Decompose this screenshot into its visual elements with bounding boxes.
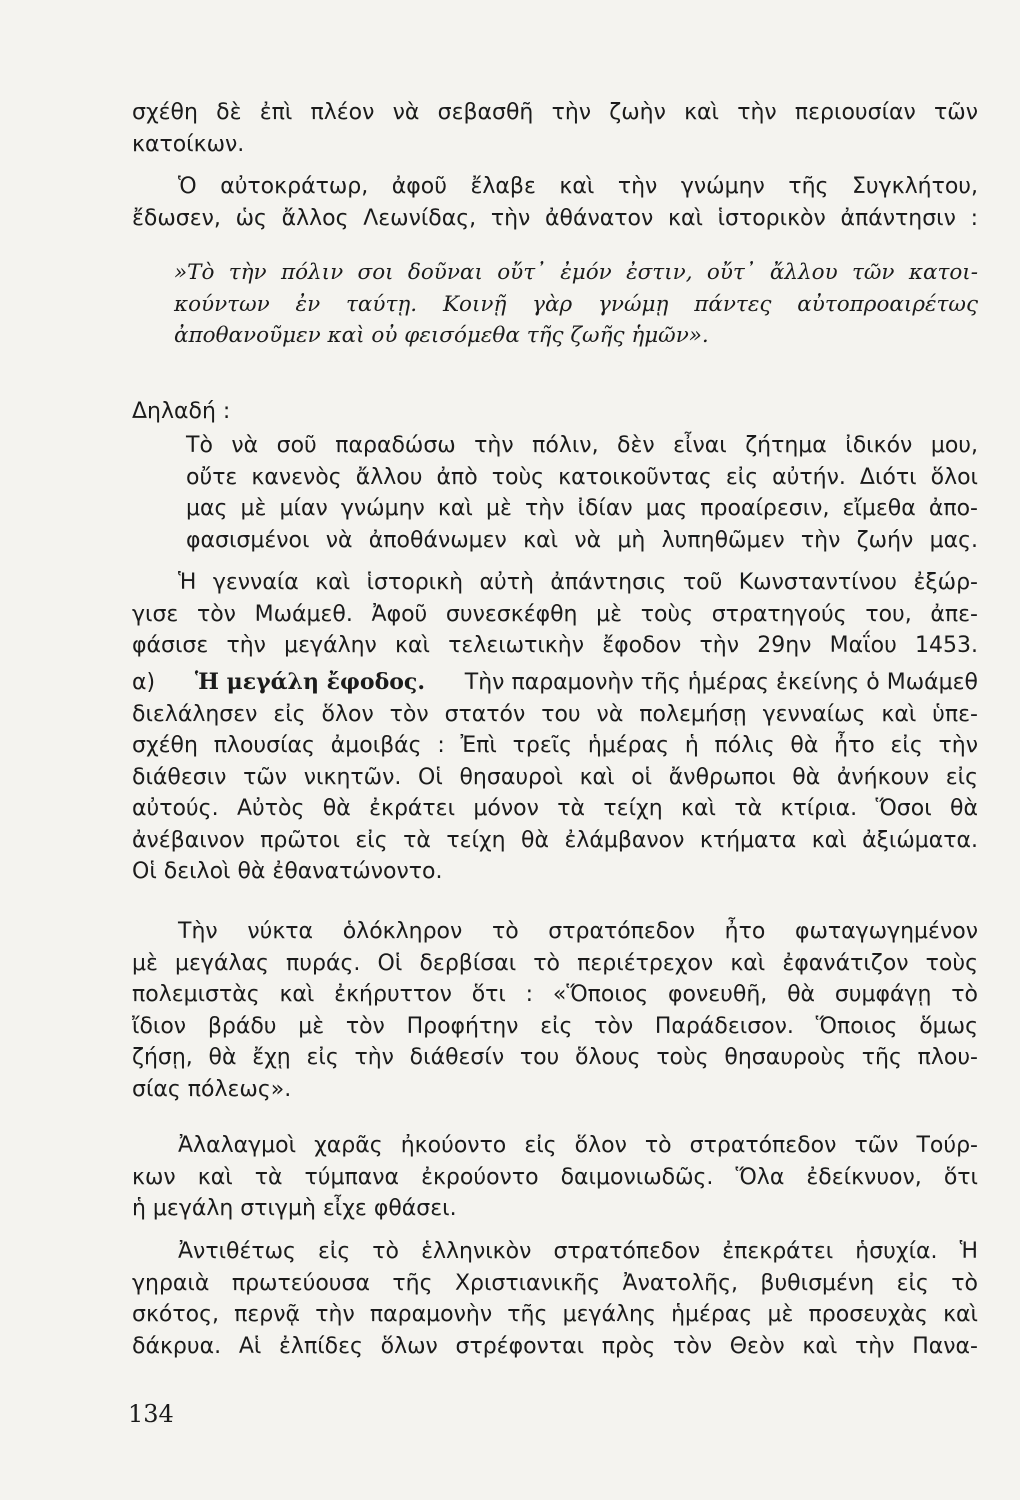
translation-label: Δηλαδή : [132,399,231,424]
translation-block [132,396,978,428]
text-line: σχέθη δὲ ἐπὶ πλέον νὰ σεβασθῆ τὴν ζωὴν καὶ τὴν περιουσίαν τῶν [132,100,978,125]
translation-text [186,430,978,556]
section-great-assault [132,667,978,888]
text-line: Ὁ αὐτοκράτωρ, ἀφοῦ ἔλαβε καὶ τὴν γνώμην τῆς Συγκλήτου, [178,174,978,199]
quote-line: ἀποθανοῦμεν καὶ οὐ φεισόμεθα τῆς ζωῆς ἡμῶν». [174,323,709,348]
text-line: κατοίκων. [132,131,245,157]
quote-line: »Τὸ τὴν πόλιν σοι δοῦναι οὔτ᾽ ἐμόν ἐστιν, οὔτ᾽ ἄλλου τῶν κατοι- [174,260,978,285]
text-line: δάκρυα. Αἱ ἐλπίδες ὅλων στρέφονται πρὸς τὸν Θεὸν καὶ τὴν Πανα- [132,1333,978,1359]
text-line: γηραιὰ πρωτεύουσα τῆς Χριστιανικῆς Ἀνατολῆς, βυθισμένη εἰς τὸ [132,1270,978,1296]
text-line: Τὴν παραμονὴν τῆς ἡμέρας ἐκείνης ὁ Μωάμεθ [464,670,978,695]
paragraph-mehmet-decision [132,567,978,662]
text-line: φάσισε τὴν μεγάλην καὶ τελειωτικὴν ἔφοδον τὴν 29ην Μαΐου 1453. [132,633,978,658]
text-line: μὲ μεγάλας πυράς. Οἱ δερβίσαι τὸ περιέτρεχον καὶ ἐφανάτιζον τοὺς [132,950,978,976]
section-heading: Ἡ μεγάλη ἔφοδος. [194,669,425,695]
paragraph-senate-response [132,97,978,234]
historical-quote [132,257,982,352]
page-number: 134 [128,1400,174,1428]
text-line: ἔδωσεν, ὡς ἄλλος Λεωνίδας, τὴν ἀθάνατον καὶ ἱστορικὸν ἀπάντησιν : [132,205,978,231]
section-label: α) [132,670,156,695]
text-line: Τὴν νύκτα ὁλόκληρον τὸ στρατόπεδον ἦτο φωταγωγημένον [178,919,978,944]
quote-line: κούντων ἐν ταύτῃ. Κοινῇ γὰρ γνώμῃ πάντες αὐτοπροαιρέτως [174,291,978,317]
text-line: σκότος, περνᾷ τὴν παραμονὴν τῆς μεγάλης ἡμέρας μὲ προσευχὰς καὶ [132,1302,978,1327]
paragraph-greek-camp [132,1236,978,1362]
paragraph-night-camp [132,916,978,1105]
text-line: Ἀλαλαγμοὶ χαρᾶς ἠκούοντο εἰς ὅλον τὸ στρατόπεδον τῶν Τούρ- [178,1133,978,1158]
text-line: φασισμένοι νὰ ἀποθάνωμεν καὶ νὰ μὴ λυπηθῶμεν τὴν ζωήν μας. [186,527,978,553]
text-line: πολεμιστὰς καὶ ἐκήρυττον ὅτι : «Ὅποιος φονευθῆ, θὰ συμφάγῃ τὸ [132,982,978,1007]
text-line: αὐτούς. Αὐτὸς θὰ ἐκράτει μόνον τὰ τείχη καὶ τὰ κτίρια. Ὅσοι θὰ [132,796,978,821]
text-line: κων καὶ τὰ τύμπανα ἐκρούοντο δαιμονιωδῶς. Ὅλα ἐδείκνυον, ὅτι [132,1164,978,1190]
text-line: σχέθη πλουσίας ἀμοιβάς : Ἐπὶ τρεῖς ἡμέρας ἡ πόλις θὰ ἦτο εἰς τὴν [132,733,978,758]
paragraph-war-cries [132,1130,978,1225]
text-line: Ἀντιθέτως εἰς τὸ ἑλληνικὸν στρατόπεδον ἐπεκράτει ἡσυχία. Ἡ [178,1239,978,1264]
text-line: ἀνέβαινον πρῶτοι εἰς τὰ τείχη θὰ ἐλάμβανον κτήματα καὶ ἀξιώματα. [132,827,978,853]
text-line: Τὸ νὰ σοῦ παραδώσω τὴν πόλιν, δὲν εἶναι ζήτημα ἰδικόν μου, [186,433,978,458]
text-line: Ἡ γενναία καὶ ἱστορικὴ αὐτὴ ἀπάντησις τοῦ Κωνσταντίνου ἐξώρ- [178,570,978,595]
text-line: Οἱ δειλοὶ θὰ ἐθανατώνοντο. [132,859,443,884]
text-line: διάθεσιν τῶν νικητῶν. Οἱ θησαυροὶ καὶ οἱ ἄνθρωποι θὰ ἀνήκουν εἰς [132,764,978,790]
section-heading-line [132,667,978,699]
text-line: ἴδιον βράδυ μὲ τὸν Προφήτην εἰς τὸν Παράδεισον. Ὅποιος ὅμως [132,1013,978,1039]
text-line: ζήσῃ, θὰ ἔχῃ εἰς τὴν διάθεσίν του ὅλους τοὺς θησαυροὺς τῆς πλου- [132,1045,978,1070]
text-line: σίας πόλεως». [132,1076,292,1102]
text-line: διελάλησεν εἰς ὅλον τὸν στατόν του νὰ πολεμήσῃ γενναίως καὶ ὑπε- [132,701,978,727]
text-line: οὔτε κανενὸς ἄλλου ἀπὸ τοὺς κατοικοῦντας εἰς αὐτήν. Διότι ὅλοι [186,464,978,490]
text-line: μας μὲ μίαν γνώμην καὶ μὲ τὴν ἰδίαν μας προαίρεσιν, εἴμεθα ἀπο- [186,496,978,521]
text-line: ἡ μεγάλη στιγμὴ εἶχε φθάσει. [132,1196,457,1221]
text-line: γισε τὸν Μωάμεθ. Ἀφοῦ συνεσκέφθη μὲ τοὺς στρατηγούς του, ἀπε- [132,601,978,627]
